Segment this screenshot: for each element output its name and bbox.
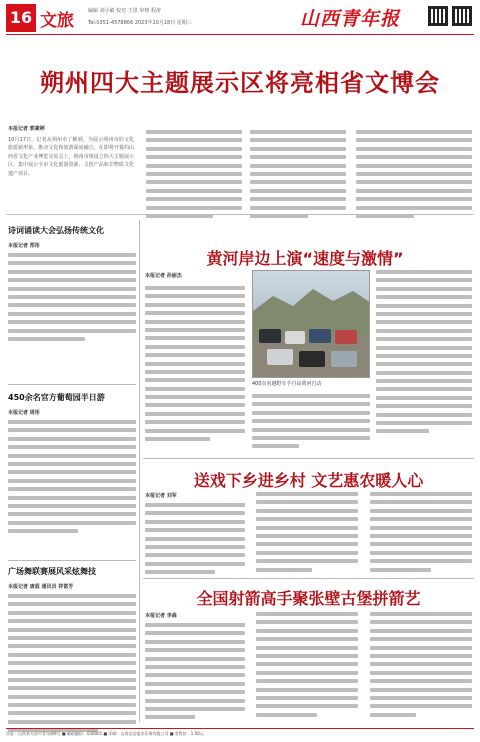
story4-column [145, 612, 245, 724]
feature-body-column [145, 286, 245, 445]
article-byline: 本报记者 周彤 [8, 410, 40, 416]
article-block [8, 392, 136, 537]
lead-separator [6, 214, 474, 215]
feature-byline: 本报记者 孙丽杰 [145, 273, 182, 279]
article-title: 广场舞联赛展风采炫舞技 [8, 567, 96, 576]
feature-intro-column [145, 272, 241, 279]
lead-body-column [250, 130, 346, 222]
story3-headline: 送戏下乡进乡村 文艺惠农暖人心 [193, 471, 424, 490]
article-block [8, 225, 136, 345]
column-divider [139, 220, 140, 722]
qr-code-icon [452, 6, 472, 26]
masthead [6, 4, 474, 34]
qr-code-icon [428, 6, 448, 26]
story3-column [145, 492, 245, 579]
issue-date: Tel:0351-4578866 2023年10月18日 星期三 [88, 20, 192, 26]
article-block [8, 566, 136, 737]
lead-body-column [356, 130, 472, 222]
lead-body-column [146, 130, 242, 222]
story4-column [256, 612, 358, 721]
newspaper-logo: 山西青年报 [300, 8, 401, 30]
feature-body-column [376, 270, 472, 438]
article-separator [8, 384, 136, 385]
photo-caption: 400余名越野车手自由黄河自动 [252, 381, 322, 387]
section-separator [143, 458, 474, 459]
offroad-vehicles-illustration [253, 271, 370, 378]
section-separator [143, 578, 474, 579]
article-title: 诗词诵读大会弘扬传统文化 [8, 226, 104, 235]
story3-column [370, 492, 472, 576]
feature-headline: 黄河岸边上演“速度与激情” [206, 249, 404, 268]
article-title: 450余名官方葡萄园半日游 [8, 393, 105, 402]
editor-credits: 编辑 刘小敏 校对 王恩 审核 程涛 [88, 8, 161, 14]
feature-body-column [252, 394, 370, 453]
lead-intro: 10月17日，记者从朔州市了解到，为展示朔州市的文化旅游新形象，推动文化和旅游深度融合，在即将开幕的山西省文化产业博览交易会上，朔州市将设立四大主题展示区，集中展示全市文化旅游资源、文创产品和非物质文化遗产项目。 [8, 137, 134, 177]
page-number: 16 [6, 4, 36, 32]
story3-byline: 本报记者 刘军 [145, 493, 177, 499]
lead-intro-column [8, 125, 134, 178]
lead-headline: 朔州四大主题展示区将亮相省文博会 [40, 69, 440, 97]
section-name: 文旅 [40, 11, 74, 31]
story4-headline: 全国射箭高手聚张壁古堡拼箭艺 [196, 589, 421, 608]
lead-byline: 本报记者 郭素婷 [8, 126, 45, 132]
story4-column [370, 612, 472, 721]
header-rule [6, 34, 474, 35]
story3-column [256, 492, 358, 576]
article-separator [8, 560, 136, 561]
article-byline: 本报记者 唐蓝 通讯员 祥雷芳 [8, 584, 74, 590]
feature-photo [252, 270, 370, 378]
story4-byline: 本报记者 李森 [145, 613, 177, 619]
page-footer: 社址：山西省太原市青年路9号 ■ 邮政编码：030001 ■ 印刷：山西达信报业印务有限公司 ■ 零售价：1.50元 [6, 728, 474, 737]
article-byline: 本报记者 郑彤 [8, 243, 40, 249]
